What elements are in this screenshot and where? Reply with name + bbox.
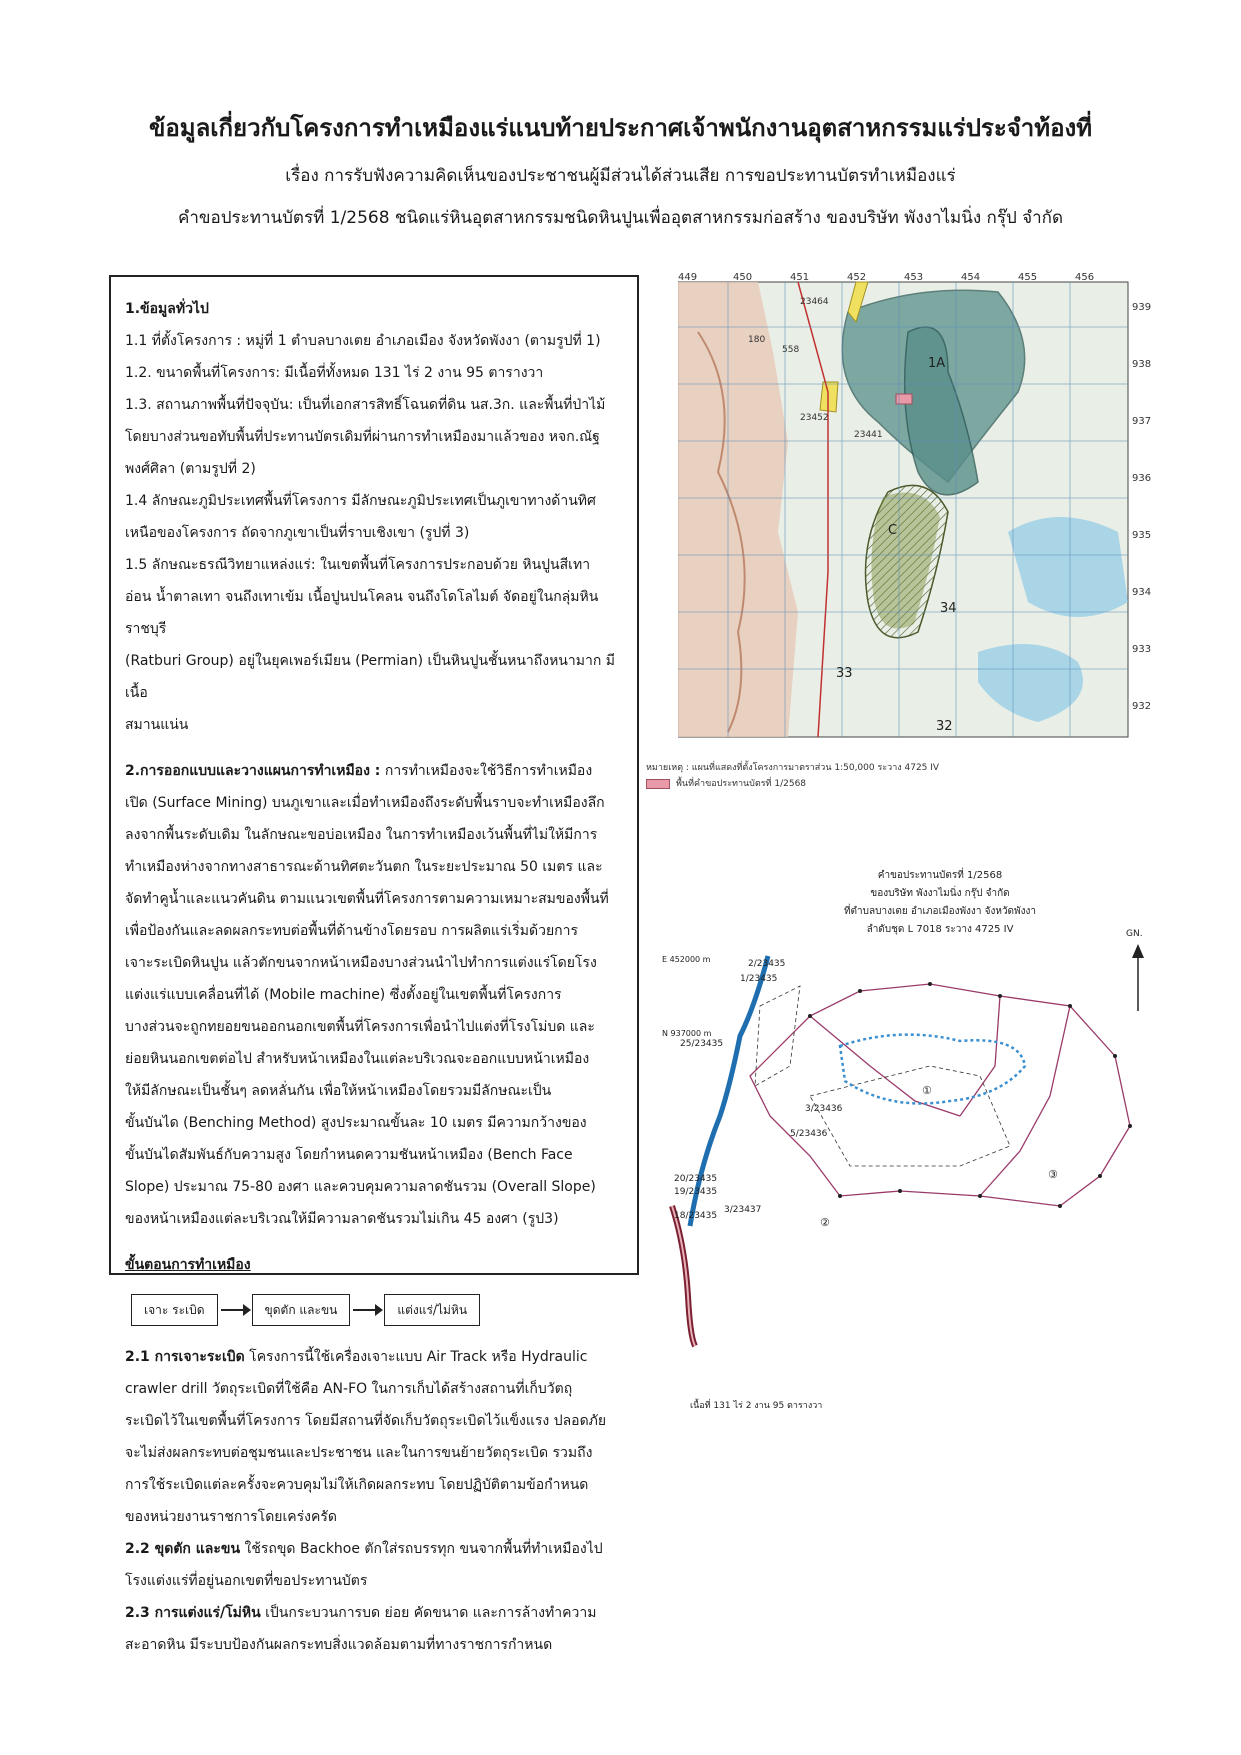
section2-first-line xyxy=(125,755,627,787)
section2-line: เจาะระเบิดหินปูน แล้วตักขนจากหน้าเหมืองบางส่วนนำไปทำการแต่งแร่โดยโรง xyxy=(125,955,597,971)
plan-area-footer: เนื้อที่ 131 ไร่ 2 งาน 95 ตารางวา xyxy=(690,1401,823,1411)
grid-northing-label: N 937000 m xyxy=(662,1029,712,1038)
section2-line: ของหน้าเหมืองแต่ละบริเวณให้มีความลาดชันรวมไม่เกิน 45 องศา (รูป3) xyxy=(125,1211,559,1227)
grid-top-label: 453 xyxy=(904,272,924,283)
section2-first-line-text: การทำเหมืองจะใช้วิธีการทำเหมือง xyxy=(380,763,593,779)
step-drill-blast-box: เจาะ ระเบิด xyxy=(131,1294,218,1326)
section1-line: 1.2. ขนาดพื้นที่โครงการ: มีเนื้อที่ทั้งหมด 131 ไร่ 2 งาน 95 ตารางวา xyxy=(125,365,544,381)
parcel-number-label: 18/23435 xyxy=(674,1211,718,1221)
zone-label: ② xyxy=(820,1216,830,1229)
document-subtitle-application: คำขอประทานบัตรที่ 1/2568 ชนิดแร่หินอุตสาหกรรมชนิดหินปูนเพื่ออุตสาหกรรมก่อสร้าง ของบริษัท พังงาไมนิ่ง กรุ๊ป จำกัด xyxy=(177,208,1064,228)
document-subtitle-topic: เรื่อง การรับฟังความคิดเห็นของประชาชนผู้มีส่วนได้ส่วนเสีย การขอประทานบัตรทำเหมืองแร่ xyxy=(285,166,956,186)
map1-caption-note: หมายเหตุ : แผนที่แสดงที่ตั้งโครงการมาตราส่วน 1:50,000 ระวาง 4725 IV xyxy=(646,763,940,773)
map-area-label: C xyxy=(888,523,898,538)
spot-height-label: 23452 xyxy=(800,413,829,423)
parcel-number-label: 1/23435 xyxy=(740,974,778,984)
plan-title-line: ของบริษัท พังงาไมนิ่ง กรุ๊ป จำกัด xyxy=(870,888,1010,899)
parcel-number-label: 19/23435 xyxy=(674,1187,718,1197)
section1-line: โดยบางส่วนขอทับพื้นที่ประทานบัตรเดิมที่ผ่านการทำเหมืองมาแล้วของ หจก.ณัฐ xyxy=(125,429,600,445)
claim-boundary-plan xyxy=(660,866,1170,1426)
map1-caption xyxy=(646,760,1156,792)
grid-right-label: 939 xyxy=(1132,302,1152,313)
sub23-title: 2.3 การแต่งแร่/โม่หิน xyxy=(125,1605,261,1621)
sub21-line: ระเบิดไว้ในเขตพื้นที่โครงการ โดยมีสถานที่จัดเก็บวัตถุระเบิดไว้แข็งแรง ปลอดภัย xyxy=(125,1413,607,1429)
sub23-line: สะอาดหิน มีระบบป้องกันผลกระทบสิ่งแวดล้อมตามที่ทางราชการกำหนด xyxy=(125,1637,553,1653)
section1-line: พงศ์ศิลา (ตามรูปที่ 2) xyxy=(125,461,256,477)
section2-line: บางส่วนจะถูกทยอยขนออกนอกเขตพื้นที่โครงการเพื่อนำไปแต่งที่โรงโม่บด และ xyxy=(125,1019,595,1035)
section1-title: 1.ข้อมูลทั่วไป xyxy=(125,301,209,317)
grid-right-label: 938 xyxy=(1132,359,1152,370)
grid-top-label: 456 xyxy=(1075,272,1095,283)
section2-line: ขั้นบันได (Benching Method) สูงประมาณขั้นละ 10 เมตร มีความกว้างของ xyxy=(125,1115,587,1131)
document-title: ข้อมูลเกี่ยวกับโครงการทำเหมืองแร่แนบท้ายประกาศเจ้าพนักงานอุตสาหกรรมแร่ประจำท้องที่ xyxy=(148,114,1093,142)
section1-line: (Ratburi Group) อยู่ในยุคเพอร์เมียน (Permian) เป็นหินปูนชั้นหนาถึงหนามาก มีเนื้อ xyxy=(125,653,615,701)
grid-right-label: 932 xyxy=(1132,701,1152,712)
section1-line: สมานแน่น xyxy=(125,717,189,733)
section1-body xyxy=(125,325,627,741)
section2-line: Slope) ประมาณ 75-80 องศา และควบคุมความลาดชันรวม (Overall Slope) xyxy=(125,1179,596,1195)
grid-top-label: 452 xyxy=(847,272,867,283)
parcel-number-label: 25/23435 xyxy=(680,1039,724,1049)
sub23-first-line-text: เป็นกระบวนการบด ย่อย คัดขนาด และการล้างทำความ xyxy=(260,1605,597,1621)
section2-line: แต่งแร่แบบเคลื่อนที่ได้ (Mobile machine) ซึ่งตั้งอยู่ในเขตพื้นที่โครงการ xyxy=(125,987,562,1003)
project-info-box xyxy=(109,275,639,1653)
north-arrow-icon xyxy=(1132,944,1144,1011)
plan-title-line: คำขอประทานบัตรที่ 1/2568 xyxy=(877,870,1003,881)
spot-height-label: 180 xyxy=(748,335,766,345)
sub22-first-line-text: ใช้รถขุด Backhoe ตักใส่รถบรรทุก ขนจากพื้นที่ทำเหมืองไป xyxy=(240,1541,603,1557)
sub22-line: โรงแต่งแร่ที่อยู่นอกเขตที่ขอประทานบัตร xyxy=(125,1573,368,1589)
grid-right-label: 935 xyxy=(1132,530,1152,541)
sub22-first-line xyxy=(125,1533,627,1565)
zone-label: ③ xyxy=(1048,1168,1058,1181)
parcel-number-label: 3/23436 xyxy=(805,1104,843,1114)
step-excavate-haul-box: ขุดตัก และขน xyxy=(252,1294,351,1326)
legend-swatch-icon xyxy=(646,779,670,789)
sub21-title: 2.1 การเจาะระเบิด xyxy=(125,1349,245,1365)
mining-steps-flowchart xyxy=(131,1293,627,1327)
section2-title: 2.การออกแบบและวางแผนการทำเหมือง : xyxy=(125,763,381,779)
section1-line: อ่อน น้ำตาลเทา จนถึงเทาเข้ม เนื้อปูนปนโคลน จนถึงโดโลไมต์ จัดอยู่ในกลุ่มหินราชบุรี xyxy=(125,589,599,637)
grid-top-label: 449 xyxy=(678,272,698,283)
map-area-label: 34 xyxy=(940,601,957,616)
sub21-line: crawler drill วัตถุระเบิดที่ใช้คือ AN-FO ในการเก็บได้สร้างสถานที่เก็บวัตถุ xyxy=(125,1381,573,1397)
section2-line: เพื่อป้องกันและลดผลกระทบต่อพื้นที่ด้านข้างโดยรอบ การผลิตแร่เริ่มด้วยการ xyxy=(125,923,579,939)
map1-caption-legend xyxy=(646,776,1156,792)
grid-right-label: 933 xyxy=(1132,644,1152,655)
parcel-number-label: 20/23435 xyxy=(674,1174,718,1184)
sub21-line: การใช้ระเบิดแต่ละครั้งจะควบคุมไม่ให้เกิดผลกระทบ โดยปฏิบัติตามข้อกำหนด xyxy=(125,1477,589,1493)
map-area-label: 33 xyxy=(836,666,853,681)
grid-right-label: 934 xyxy=(1132,587,1152,598)
map1-legend-label: พื้นที่คำขอประทานบัตรที่ 1/2568 xyxy=(676,779,807,789)
north-label: GN. xyxy=(1126,929,1143,939)
section2-line: จัดทำคูน้ำและแนวคันดิน ตามแนวเขตพื้นที่โครงการตามความเหมาะสมของพื้นที่ xyxy=(125,891,609,907)
zone-label: ① xyxy=(922,1084,932,1097)
map-area-label: 1A xyxy=(928,356,946,371)
plan-title-line: ลำดับชุด L 7018 ระวาง 4725 IV xyxy=(866,924,1014,935)
section2-line: ทำเหมืองห่างจากทางสาธารณะด้านทิศตะวันตก ในระยะประมาณ 50 เมตร และ xyxy=(125,859,603,875)
section2-line: ย่อยหินนอกเขตต่อไป สำหรับหน้าเหมืองในแต่ละบริเวณจะออกแบบหน้าเหมือง xyxy=(125,1051,590,1067)
mining-steps-heading: ขั้นตอนการทำเหมือง xyxy=(125,1257,251,1273)
section1-line: เหนือของโครงการ ถัดจากภูเขาเป็นที่ราบเชิงเขา (รูปที่ 3) xyxy=(125,525,470,541)
boundary-corner-markers xyxy=(808,982,1132,1208)
grid-top-label: 451 xyxy=(790,272,810,283)
section2-line: ให้มีลักษณะเป็นชั้นๆ ลดหลั่นกัน เพื่อให้หน้าเหมืองโดยรวมมีลักษณะเป็น xyxy=(125,1083,552,1099)
grid-top-label: 454 xyxy=(961,272,981,283)
grid-right-label: 937 xyxy=(1132,416,1152,427)
parcel-number-label: 2/23435 xyxy=(748,959,786,969)
section2-body xyxy=(125,787,627,1235)
sub21-line: ของหน่วยงานราชการโดยเคร่งครัด xyxy=(125,1509,337,1525)
grid-easting-label: E 452000 m xyxy=(662,955,711,964)
flow-arrow-icon xyxy=(353,1309,381,1311)
grid-right-label: 936 xyxy=(1132,473,1152,484)
sub23-first-line xyxy=(125,1597,627,1629)
section2-line: ลงจากพื้นระดับเดิม ในลักษณะขอบ่อเหมือง ในการทำเหมืองเว้นพื้นที่ไม่ให้มีการ xyxy=(125,827,598,843)
flow-arrow-icon xyxy=(221,1309,249,1311)
step-processing-box: แต่งแร่/ไม่หิน xyxy=(384,1294,480,1326)
grid-top-label: 455 xyxy=(1018,272,1038,283)
section1-line: 1.1 ที่ตั้งโครงการ : หมู่ที่ 1 ตำบลบางเตย อำเภอเมือง จังหวัดพังงา (ตามรูปที่ 1) xyxy=(125,333,601,349)
spot-height-label: 23441 xyxy=(854,430,883,440)
location-topo-map xyxy=(678,272,1164,742)
parcel-number-label: 3/23437 xyxy=(724,1205,762,1215)
plan-title-line: ที่ตำบลบางเตย อำเภอเมืองพังงา จังหวัดพังงา xyxy=(843,906,1037,917)
spot-height-label: 23464 xyxy=(800,297,829,307)
sub21-first-line-text: โครงการนี้ใช้เครื่องเจาะแบบ Air Track หรือ Hydraulic xyxy=(244,1349,588,1365)
section1-line: 1.4 ลักษณะภูมิประเทศพื้นที่โครงการ มีลักษณะภูมิประเทศเป็นภูเขาทางด้านทิศ xyxy=(125,493,596,509)
sub21-line: จะไม่ส่งผลกระทบต่อชุมชนและประชาชน และในการขนย้ายวัตถุระเบิด รวมถึง xyxy=(125,1445,593,1461)
map-area-label: 32 xyxy=(936,719,953,734)
spot-height-label: 558 xyxy=(782,345,800,355)
sub22-title: 2.2 ขุดตัก และขน xyxy=(125,1541,241,1557)
sub21-first-line xyxy=(125,1341,627,1373)
section2-line: เปิด (Surface Mining) บนภูเขาและเมื่อทำเหมืองถึงระดับพื้นราบจะทำเหมืองลึก xyxy=(125,795,605,811)
grid-top-label: 450 xyxy=(733,272,753,283)
section1-line: 1.3. สถานภาพพื้นที่ปัจจุบัน: เป็นที่เอกสารสิทธิ์โฉนดที่ดิน นส.3ก. และพื้นที่ป่าไม้ xyxy=(125,397,606,413)
section1-line: 1.5 ลักษณะธรณีวิทยาแหล่งแร่: ในเขตพื้นที่โครงการประกอบด้วย หินปูนสีเทา xyxy=(125,557,591,573)
section2-line: ขั้นบันไดสัมพันธ์กับความสูง โดยกำหนดความชันหน้าเหมือง (Bench Face xyxy=(125,1147,573,1163)
parcel-number-label: 5/23436 xyxy=(790,1129,828,1139)
